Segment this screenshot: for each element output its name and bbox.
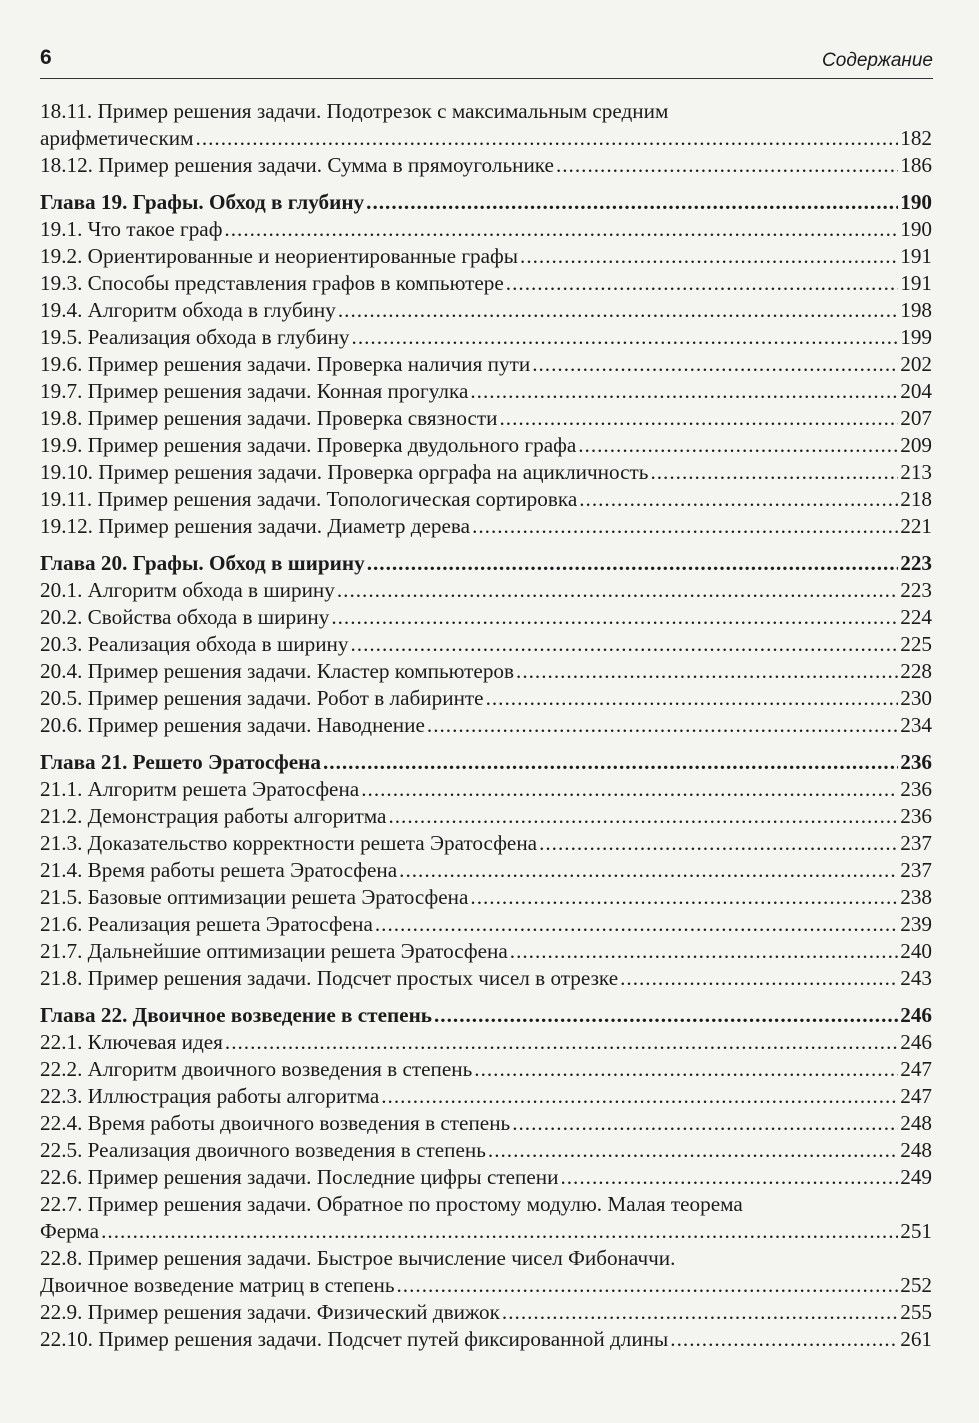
toc-entry-title: 22.3. Иллюстрация работы алгоритма — [40, 1084, 380, 1108]
toc-entry-page: 249 — [900, 1165, 932, 1189]
table-of-contents — [40, 98, 932, 1353]
toc-entry-title: Ферма — [40, 1219, 100, 1243]
toc-entry-title: 22.9. Пример решения задачи. Физический движок — [40, 1300, 500, 1324]
dot-leader — [539, 830, 898, 857]
toc-entry-title: Глава 22. Двоичное возведение в степень — [40, 1003, 432, 1027]
toc-section-entry[interactable] — [40, 270, 932, 297]
toc-section-entry[interactable] — [40, 98, 932, 152]
toc-entry-title: Двоичное возведение матриц в степень — [40, 1273, 395, 1297]
dot-leader — [474, 1056, 898, 1083]
toc-entry-page: 223 — [900, 551, 932, 575]
toc-entry-title: Глава 21. Решето Эратосфена — [40, 750, 321, 774]
toc-section-entry[interactable] — [40, 857, 932, 884]
dot-leader — [556, 152, 898, 179]
toc-section-entry[interactable] — [40, 351, 932, 378]
toc-entry-page: 247 — [900, 1057, 932, 1081]
toc-entry-page: 237 — [900, 831, 932, 855]
dot-leader — [381, 1083, 898, 1110]
toc-entry-title: 19.9. Пример решения задачи. Проверка двудольного графа — [40, 433, 577, 457]
toc-section-entry[interactable] — [40, 1191, 932, 1245]
dot-leader — [579, 486, 898, 513]
toc-section-entry[interactable] — [40, 1299, 932, 1326]
toc-entry-title: 21.5. Базовые оптимизации решета Эратосфена — [40, 885, 469, 909]
dot-leader — [470, 884, 898, 911]
toc-entry-title: 20.4. Пример решения задачи. Кластер компьютеров — [40, 659, 515, 683]
toc-entry-page: 202 — [900, 352, 932, 376]
toc-section-entry[interactable] — [40, 405, 932, 432]
dot-leader — [532, 351, 898, 378]
toc-entry-title: 19.8. Пример решения задачи. Проверка связности — [40, 406, 498, 430]
page-header — [40, 44, 933, 79]
toc-section-entry[interactable] — [40, 378, 932, 405]
dot-leader — [224, 216, 898, 243]
toc-entry-title: 20.2. Свойства обхода в ширину — [40, 605, 330, 629]
toc-section-entry[interactable] — [40, 486, 932, 513]
toc-entry-page: 246 — [900, 1030, 932, 1054]
toc-entry-title: 19.11. Пример решения задачи. Топологическая сортировка — [40, 487, 578, 511]
toc-entry-title: 21.8. Пример решения задачи. Подсчет простых чисел в отрезке — [40, 966, 619, 990]
toc-entry-page: 198 — [900, 298, 932, 322]
dot-leader — [486, 685, 899, 712]
dot-leader — [323, 749, 898, 776]
toc-entry-title: 19.7. Пример решения задачи. Конная прогулка — [40, 379, 469, 403]
toc-entry-page: 230 — [900, 686, 932, 710]
toc-entry-title: 22.1. Ключевая идея — [40, 1030, 223, 1054]
toc-entry-title: 22.4. Время работы двоичного возведения в степень — [40, 1111, 511, 1135]
toc-entry-page: 248 — [900, 1111, 932, 1135]
toc-section-entry[interactable] — [40, 776, 932, 803]
dot-leader — [367, 550, 899, 577]
dot-leader — [516, 658, 898, 685]
toc-entry-title: 21.4. Время работы решета Эратосфена — [40, 858, 398, 882]
toc-entry-page: 191 — [900, 271, 932, 295]
toc-entry-title: 21.3. Доказательство корректности решета Эратосфена — [40, 831, 538, 855]
toc-entry-title: 21.2. Демонстрация работы алгоритма — [40, 804, 387, 828]
dot-leader — [338, 297, 898, 324]
toc-entry-page: 182 — [900, 126, 932, 150]
toc-section-entry[interactable] — [40, 803, 932, 830]
toc-section-entry[interactable] — [40, 604, 932, 631]
toc-section-entry[interactable] — [40, 1110, 932, 1137]
toc-entry-title: арифметическим — [40, 126, 194, 150]
toc-section-entry[interactable] — [40, 712, 932, 739]
toc-entry-page: 240 — [900, 939, 932, 963]
toc-entry-title: 20.6. Пример решения задачи. Наводнение — [40, 713, 425, 737]
dot-leader — [488, 1137, 898, 1164]
dot-leader — [225, 1029, 898, 1056]
toc-entry-title: 19.4. Алгоритм обхода в глубину — [40, 298, 336, 322]
toc-entry-page: 190 — [900, 190, 932, 214]
dot-leader — [366, 189, 898, 216]
toc-section-entry[interactable] — [40, 297, 932, 324]
toc-entry-page: 255 — [900, 1300, 932, 1324]
toc-entry-page: 261 — [900, 1327, 932, 1351]
toc-entry-page: 246 — [900, 1003, 932, 1027]
toc-section-entry[interactable] — [40, 432, 932, 459]
dot-leader — [427, 712, 898, 739]
dot-leader — [510, 938, 898, 965]
dot-leader — [502, 1299, 898, 1326]
toc-entry-page: 248 — [900, 1138, 932, 1162]
toc-entry-title: 19.1. Что такое граф — [40, 217, 223, 241]
toc-section-entry[interactable] — [40, 1056, 932, 1083]
toc-entry-page: 190 — [900, 217, 932, 241]
toc-entry-page: 239 — [900, 912, 932, 936]
toc-entry-title: 22.5. Реализация двоичного возведения в степень — [40, 1138, 486, 1162]
dot-leader — [620, 965, 898, 992]
dot-leader — [196, 125, 899, 152]
toc-entry-title: Глава 19. Графы. Обход в глубину — [40, 190, 365, 214]
toc-entry-title: Глава 20. Графы. Обход в ширину — [40, 551, 365, 575]
toc-entry-page: 224 — [900, 605, 932, 629]
dot-leader — [506, 270, 898, 297]
dot-leader — [434, 1002, 898, 1029]
dot-leader — [331, 604, 898, 631]
toc-entry-title-line1: 22.7. Пример решения задачи. Обратное по простому модулю. Малая теорема — [40, 1192, 743, 1216]
toc-section-entry[interactable] — [40, 152, 932, 179]
toc-entry-page: 251 — [900, 1219, 932, 1243]
dot-leader — [560, 1164, 898, 1191]
dot-leader — [399, 857, 898, 884]
dot-leader — [472, 513, 898, 540]
dot-leader — [670, 1326, 898, 1353]
toc-entry-title-line1: 22.8. Пример решения задачи. Быстрое вычисление чисел Фибоначчи. — [40, 1246, 676, 1270]
dot-leader — [470, 378, 898, 405]
toc-section-entry[interactable] — [40, 1029, 932, 1056]
toc-section-entry[interactable] — [40, 911, 932, 938]
page-number: 6 — [40, 46, 52, 69]
toc-section-entry[interactable] — [40, 1164, 932, 1191]
dot-leader — [512, 1110, 898, 1137]
toc-section-entry[interactable] — [40, 577, 932, 604]
toc-section-entry[interactable] — [40, 324, 932, 351]
toc-entry-page: 228 — [900, 659, 932, 683]
toc-section-entry[interactable] — [40, 685, 932, 712]
toc-entry-title: 22.2. Алгоритм двоичного возведения в степень — [40, 1057, 473, 1081]
toc-entry-title-line1: 18.11. Пример решения задачи. Подотрезок с максимальным средним — [40, 99, 669, 123]
toc-section-entry[interactable] — [40, 513, 932, 540]
dot-leader — [350, 631, 898, 658]
toc-entry-page: 236 — [900, 804, 932, 828]
toc-section-entry[interactable] — [40, 1137, 932, 1164]
toc-entry-page: 209 — [900, 433, 932, 457]
toc-section-entry[interactable] — [40, 459, 932, 486]
toc-entry-title: 18.12. Пример решения задачи. Сумма в прямоугольнике — [40, 153, 554, 177]
dot-leader — [352, 324, 899, 351]
toc-entry-title: 19.5. Реализация обхода в глубину — [40, 325, 350, 349]
dot-leader — [650, 459, 898, 486]
toc-entry-title: 20.1. Алгоритм обхода в ширину — [40, 578, 335, 602]
dot-leader — [397, 1272, 899, 1299]
toc-chapter-entry[interactable] — [40, 550, 932, 577]
toc-section-entry[interactable] — [40, 243, 932, 270]
dot-leader — [337, 577, 898, 604]
dot-leader — [101, 1218, 898, 1245]
toc-entry-title: 19.6. Пример решения задачи. Проверка наличия пути — [40, 352, 531, 376]
toc-entry-title: 19.12. Пример решения задачи. Диаметр дерева — [40, 514, 471, 538]
toc-entry-page: 186 — [900, 153, 932, 177]
toc-entry-page: 247 — [900, 1084, 932, 1108]
toc-entry-title: 22.10. Пример решения задачи. Подсчет путей фиксированной длины — [40, 1327, 669, 1351]
dot-leader — [520, 243, 898, 270]
toc-section-entry[interactable] — [40, 965, 932, 992]
toc-entry-title: 20.3. Реализация обхода в ширину — [40, 632, 349, 656]
toc-chapter-entry[interactable] — [40, 1002, 932, 1029]
dot-leader — [361, 776, 898, 803]
toc-entry-page: 236 — [900, 750, 932, 774]
running-title: Содержание — [822, 50, 933, 71]
toc-entry-page: 218 — [900, 487, 932, 511]
toc-section-entry[interactable] — [40, 938, 932, 965]
toc-section-entry[interactable] — [40, 658, 932, 685]
toc-entry-page: 236 — [900, 777, 932, 801]
toc-chapter-entry[interactable] — [40, 189, 932, 216]
toc-section-entry[interactable] — [40, 631, 932, 658]
toc-entry-page: 207 — [900, 406, 932, 430]
toc-entry-page: 221 — [900, 514, 932, 538]
dot-leader — [388, 803, 898, 830]
toc-section-entry[interactable] — [40, 1245, 932, 1299]
toc-entry-page: 252 — [900, 1273, 932, 1297]
toc-section-entry[interactable] — [40, 830, 932, 857]
toc-entry-page: 237 — [900, 858, 932, 882]
toc-section-entry[interactable] — [40, 1083, 932, 1110]
toc-entry-page: 191 — [900, 244, 932, 268]
toc-entry-page: 213 — [900, 460, 932, 484]
toc-entry-page: 243 — [900, 966, 932, 990]
toc-entry-title: 21.1. Алгоритм решета Эратосфена — [40, 777, 360, 801]
toc-entry-title: 19.2. Ориентированные и неориентированные графы — [40, 244, 519, 268]
toc-entry-title: 19.3. Способы представления графов в компьютере — [40, 271, 504, 295]
toc-section-entry[interactable] — [40, 216, 932, 243]
dot-leader — [578, 432, 898, 459]
toc-entry-page: 223 — [900, 578, 932, 602]
toc-entry-page: 238 — [900, 885, 932, 909]
toc-entry-title: 22.6. Пример решения задачи. Последние цифры степени — [40, 1165, 559, 1189]
toc-entry-title: 21.6. Реализация решета Эратосфена — [40, 912, 373, 936]
toc-section-entry[interactable] — [40, 884, 932, 911]
toc-chapter-entry[interactable] — [40, 749, 932, 776]
toc-entry-title: 19.10. Пример решения задачи. Проверка орграфа на ацикличность — [40, 460, 649, 484]
toc-entry-page: 225 — [900, 632, 932, 656]
toc-entry-title: 21.7. Дальнейшие оптимизации решета Эратосфена — [40, 939, 508, 963]
toc-entry-page: 199 — [900, 325, 932, 349]
toc-entry-title: 20.5. Пример решения задачи. Робот в лабиринте — [40, 686, 484, 710]
toc-entry-page: 234 — [900, 713, 932, 737]
dot-leader — [375, 911, 898, 938]
toc-section-entry[interactable] — [40, 1326, 932, 1353]
dot-leader — [500, 405, 899, 432]
toc-entry-page: 204 — [900, 379, 932, 403]
